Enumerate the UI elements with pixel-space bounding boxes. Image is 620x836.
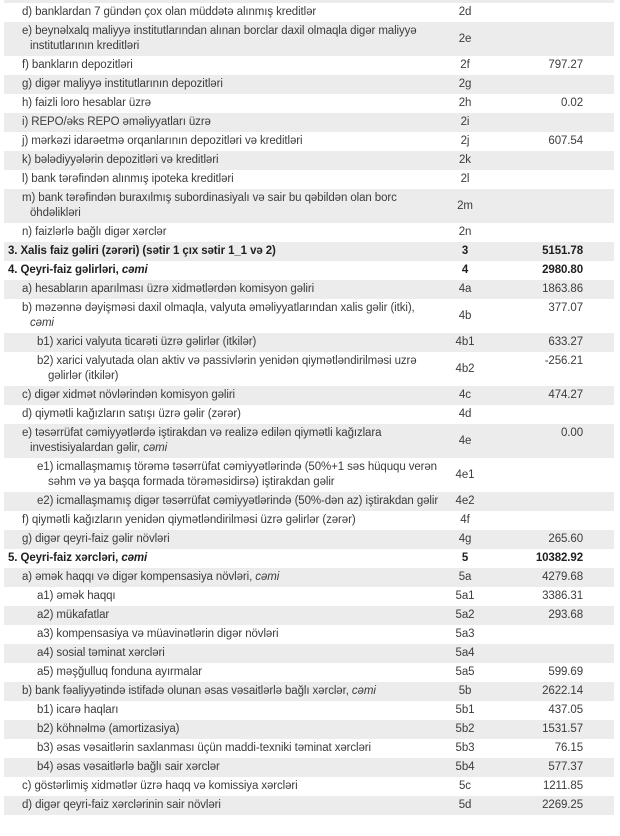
- row-value: 76.15: [554, 742, 583, 754]
- table-row: [4, 352, 614, 386]
- row-label: [4, 96, 440, 111]
- row-label-text: l) bank tərəfindən alınmış ipoteka kreditləri: [22, 173, 234, 185]
- row-label: [4, 779, 440, 794]
- row-value: 607.54: [548, 135, 583, 147]
- row-label: [4, 407, 440, 422]
- table-rows: [4, 3, 614, 815]
- row-label-text: e) təsərrüfat cəmiyyətlərdə iştirakdan və realizə edilən qiymətli kağızlara investisiyalardan gəlir,: [22, 427, 382, 454]
- row-label: [4, 513, 440, 528]
- row-label-italic: cəmi: [351, 685, 376, 697]
- table-row: [4, 682, 614, 701]
- row-label-text: i) REPO/əks REPO əməliyyatları üzrə: [22, 116, 211, 128]
- table-row: [4, 170, 614, 189]
- table-row: [4, 796, 614, 815]
- row-label-text: b1) xarici valyuta ticarəti üzrə gəlirlər (itkilər): [37, 336, 257, 348]
- table-row: [4, 758, 614, 777]
- table-row: [4, 386, 614, 405]
- row-label: [4, 301, 440, 331]
- row-label-text: a4) sosial təminat xərcləri: [37, 647, 165, 659]
- row-label-text: b1) icarə haqları: [37, 704, 119, 716]
- row-value: 377.07: [548, 302, 583, 314]
- row-code: 5d: [458, 799, 472, 811]
- row-label-text: j) mərkəzi idarəetmə orqanlarının depozitləri və kreditləri: [22, 135, 303, 147]
- row-value: 1531.57: [542, 723, 583, 735]
- table-row: [4, 492, 614, 511]
- table-row: [4, 189, 614, 223]
- row-code: 5: [461, 552, 469, 564]
- row-label: [4, 684, 440, 699]
- row-code: 2k: [459, 154, 471, 166]
- row-label-text: d) banklardan 7 gündən çox olan müddətə alınmış kreditlər: [22, 6, 317, 18]
- row-label: [4, 225, 440, 240]
- row-value: 2269.25: [542, 799, 583, 811]
- row-code: 4b2: [455, 362, 475, 375]
- row-label-text: b4) əsas vəsaitlərlə bağlı sair xərclər: [37, 761, 220, 773]
- table-row: [4, 3, 614, 22]
- row-label-text: e2) icmallaşmamış digər təsərrüfat cəmiyyətlərində (50%-dən az) iştirakdan gəlir: [37, 495, 439, 507]
- row-label: [4, 665, 440, 680]
- row-code: 5b1: [455, 704, 475, 716]
- row-code: 5a3: [455, 628, 475, 640]
- row-code: 2m: [457, 199, 473, 212]
- table-row: [4, 94, 614, 113]
- row-code: 4g: [458, 533, 472, 545]
- row-code: 5a2: [455, 609, 475, 621]
- row-code: 2j: [460, 135, 470, 147]
- row-label-text: e) beynəlxalq maliyyə institutlarından alınan borclar daxil olmaqla digər maliyyə institutlarının kreditləri: [22, 25, 417, 52]
- row-code: 4b: [458, 309, 472, 322]
- table-row: [4, 151, 614, 170]
- row-value: 0.02: [561, 97, 583, 109]
- row-value: 5151.78: [542, 245, 583, 257]
- row-code: 4b1: [455, 336, 475, 348]
- row-label: [4, 191, 440, 221]
- row-code: 4e1: [455, 468, 475, 481]
- row-label: [4, 263, 440, 278]
- row-value: 599.69: [548, 666, 583, 678]
- row-label: [4, 134, 440, 149]
- table-row: [4, 458, 614, 492]
- table-row: [4, 663, 614, 682]
- row-label-text: d) digər qeyri-faiz xərclərinin sair növləri: [22, 799, 221, 811]
- row-label: [4, 703, 440, 718]
- row-label-text: n) faizlərlə bağlı digər xərclər: [22, 226, 167, 238]
- row-value: 437.05: [548, 704, 583, 716]
- row-code: 4e2: [455, 495, 475, 507]
- row-value: 797.27: [548, 59, 583, 71]
- table-row: [4, 701, 614, 720]
- table-row: [4, 113, 614, 132]
- row-label: [4, 282, 440, 297]
- table-row: [4, 261, 614, 280]
- row-label-italic: cəmi: [121, 264, 148, 276]
- row-label-text: 3. Xalis faiz gəliri (zərəri) (sətir 1 çıx sətir 1_1 və 2): [8, 245, 276, 257]
- table-row: [4, 606, 614, 625]
- row-value: 293.68: [548, 609, 583, 621]
- row-label-text: 4. Qeyri-faiz gəlirləri,: [8, 264, 122, 276]
- row-label: [4, 426, 440, 456]
- row-code: 3: [461, 245, 469, 257]
- row-code: 4e: [458, 434, 472, 447]
- row-label-text: b) bank fəaliyyətində istifadə olunan əsas vəsaitlərlə bağlı xərclər,: [22, 685, 352, 697]
- table-row: [4, 587, 614, 606]
- row-code: 4c: [459, 389, 471, 401]
- row-code: 2g: [458, 78, 472, 90]
- table-row: [4, 720, 614, 739]
- row-label: [4, 532, 440, 547]
- row-label-text: b) məzənnə dəyişməsi daxil olmaqla, valyuta əməliyyatlarından xalis gəlir (itki),: [22, 302, 415, 314]
- row-label-text: d) qiymətli kağızların satışı üzrə gəlir (zərər): [22, 408, 241, 420]
- table-row: [4, 75, 614, 94]
- row-label-italic: cəmi: [143, 442, 168, 454]
- table-row: [4, 530, 614, 549]
- row-label-text: e1) icmallaşmamış törəmə təsərrüfat cəmiyyətlərində (50%+1 səs hüququ verən səhm və ya başqa formada törəməsidirsə) iştirakdan gəlir: [37, 461, 437, 488]
- row-label-text: a) əmək haqqı və digər kompensasiya növləri,: [22, 571, 256, 583]
- row-value: 10382.92: [535, 552, 583, 564]
- row-code: 5b2: [455, 723, 475, 735]
- table-row: [4, 549, 614, 568]
- table-row: [4, 777, 614, 796]
- row-label-italic: cəmi: [121, 552, 148, 564]
- row-label-text: 5. Qeyri-faiz xərcləri,: [8, 552, 122, 564]
- row-code: 4d: [458, 408, 472, 420]
- row-label-text: b2) köhnəlmə (amortizasiya): [37, 723, 180, 735]
- table-row: [4, 511, 614, 530]
- row-label: [4, 354, 440, 384]
- row-value: 0.00: [561, 427, 583, 439]
- row-label: [4, 115, 440, 130]
- row-code: 4a: [458, 283, 472, 295]
- row-label-text: f) bankların depozitləri: [22, 59, 133, 71]
- table-row: [4, 22, 614, 56]
- row-code: 2n: [458, 226, 472, 238]
- row-label: [4, 741, 440, 756]
- row-label: [4, 722, 440, 737]
- row-label-text: a) hesabların aparılması üzrə xidmətlərdən komisyon gəliri: [22, 283, 315, 295]
- row-code: 2f: [460, 59, 470, 71]
- row-label-text: c) digər xidmət növlərindən komisyon gəliri: [22, 389, 236, 401]
- table-row: [4, 56, 614, 75]
- row-code: 4f: [460, 514, 470, 526]
- row-label: [4, 646, 440, 661]
- row-value: 633.27: [548, 336, 583, 348]
- table-row: [4, 625, 614, 644]
- row-label: [4, 244, 440, 259]
- row-label-text: a3) kompensasiya və müavinətlərin digər növləri: [37, 628, 279, 640]
- row-label: [4, 551, 440, 566]
- row-label-text: a5) məşğulluq fonduna ayırmalar: [37, 666, 203, 678]
- row-code: 5b: [458, 685, 472, 697]
- row-value: -256.21: [544, 355, 583, 367]
- row-code: 5a4: [455, 647, 475, 659]
- row-value: 577.37: [548, 761, 583, 773]
- row-label-text: c) göstərlimiş xidmətlər üzrə haqq və komissiya xərcləri: [22, 780, 298, 792]
- row-value: 1863.86: [542, 283, 583, 295]
- row-label-italic: cəmi: [30, 317, 54, 329]
- table-row: [4, 280, 614, 299]
- row-code: 5a1: [455, 590, 475, 602]
- row-label: [4, 760, 440, 775]
- table-row: [4, 299, 614, 333]
- row-label: [4, 627, 440, 642]
- row-label-text: f) qiymətli kağızların yenidən qiymətləndirilməsi üzrə gəlirlər (zərər): [22, 514, 356, 526]
- row-value: 265.60: [548, 533, 583, 545]
- row-label: [4, 589, 440, 604]
- row-code: 5b4: [455, 761, 475, 773]
- table-row: [4, 223, 614, 242]
- row-label: [4, 798, 440, 813]
- row-code: 4: [461, 264, 469, 276]
- table-row: [4, 424, 614, 458]
- row-label-text: g) digər maliyyə institutlarının depozitləri: [22, 78, 223, 90]
- row-label: [4, 58, 440, 73]
- row-label-text: h) faizli loro hesablar üzrə: [22, 97, 151, 109]
- table-row: [4, 132, 614, 151]
- row-code: 5c: [459, 780, 471, 792]
- row-label: [4, 570, 440, 585]
- row-code: 2e: [458, 32, 472, 45]
- row-value: 4279.68: [542, 571, 583, 583]
- row-code: 5a5: [455, 666, 475, 678]
- row-code: 5b3: [455, 742, 475, 754]
- row-label-italic: cəmi: [255, 571, 280, 583]
- table-row: [4, 739, 614, 758]
- row-label: [4, 172, 440, 187]
- row-code: 2d: [458, 6, 472, 18]
- row-label-text: b3) əsas vəsaitlərin saxlanması üçün maddi-texniki təminat xərcləri: [37, 742, 371, 754]
- row-label: [4, 77, 440, 92]
- table-row: [4, 242, 614, 261]
- row-label-text: a1) əmək haqqı: [37, 590, 116, 602]
- row-value: 2980.80: [542, 264, 583, 276]
- row-label: [4, 494, 440, 509]
- row-label: [4, 460, 440, 490]
- table-row: [4, 644, 614, 663]
- row-value: 3386.31: [542, 590, 583, 602]
- row-code: 5a: [458, 571, 472, 583]
- table-row: [4, 333, 614, 352]
- row-label: [4, 24, 440, 54]
- row-code: 2h: [458, 97, 472, 109]
- row-label-text: a2) mükafatlar: [37, 609, 110, 621]
- row-label-text: m) bank tərəfindən buraxılmış subordinasiyalı və sair bu qəbildən olan borc öhdəlikləri: [22, 192, 397, 219]
- row-label-text: k) bələdiyyələrin depozitləri və kreditləri: [22, 154, 219, 166]
- table-row: [4, 568, 614, 587]
- row-label: [4, 608, 440, 623]
- row-label: [4, 153, 440, 168]
- row-value: 1211.85: [542, 780, 583, 792]
- row-code: 2l: [460, 173, 470, 185]
- row-label-text: g) digər qeyri-faiz gəlir növləri: [22, 533, 170, 545]
- row-label: [4, 388, 440, 403]
- table-row: [4, 405, 614, 424]
- row-label: [4, 335, 440, 350]
- row-value: 474.27: [548, 389, 583, 401]
- row-label-text: b2) xarici valyutada olan aktiv və passivlərin yenidən qiymətləndirilməsi uzrə gəlirlər (itkilər): [37, 355, 417, 382]
- row-label: [4, 5, 440, 20]
- row-code: 2i: [460, 116, 470, 128]
- row-value: 2622.14: [542, 685, 583, 697]
